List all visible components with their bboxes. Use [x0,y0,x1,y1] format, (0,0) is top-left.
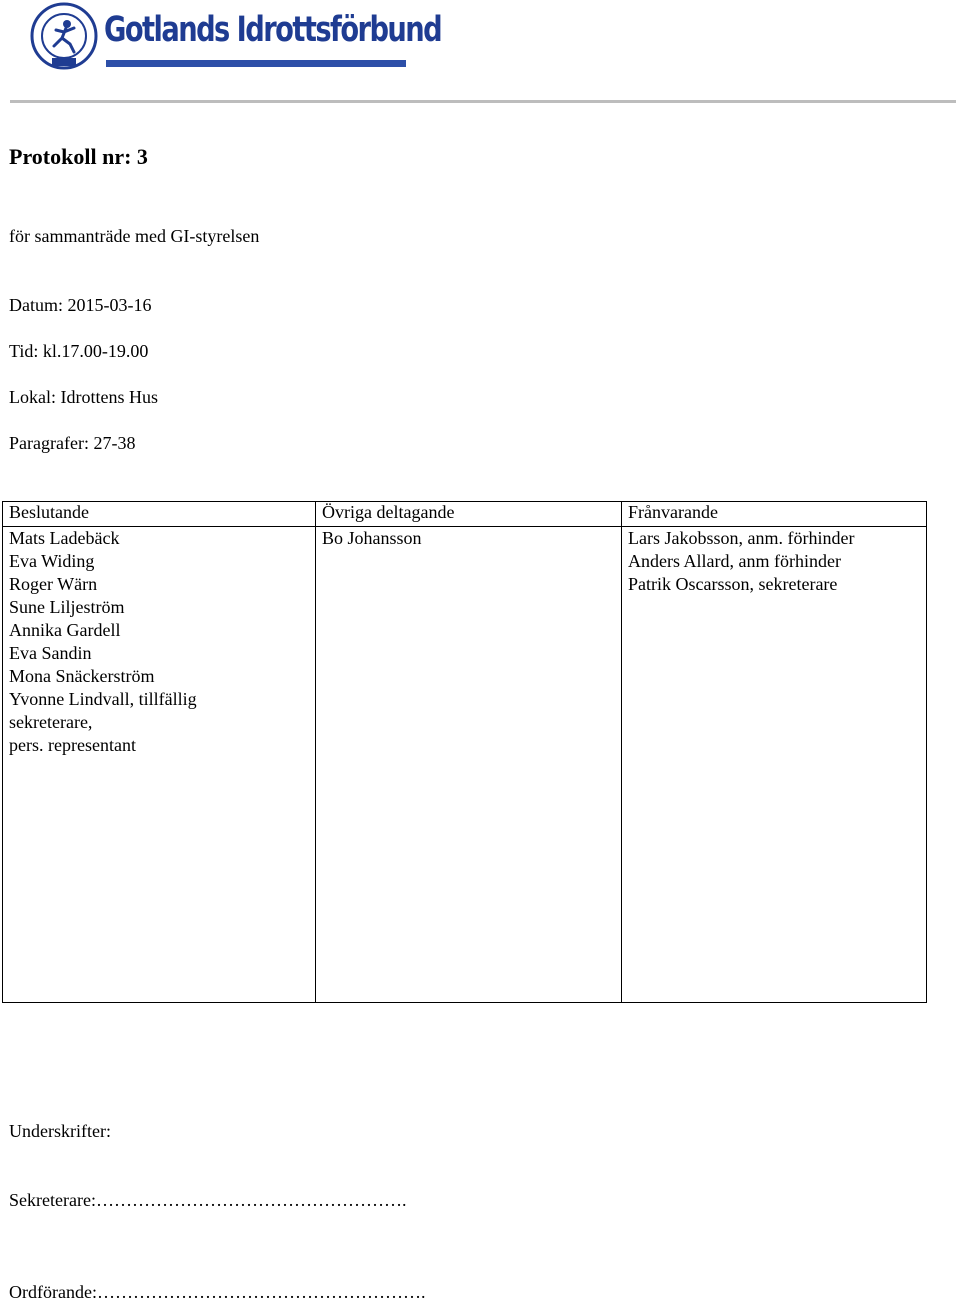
list-item: pers. representant [9,735,136,755]
header-franvarande: Frånvarande [622,502,927,527]
list-item: Lars Jakobsson, anm. förhinder [628,528,855,548]
ovriga-cell [316,527,622,1003]
signatures-heading: Underskrifter: [9,1121,111,1141]
header-ovriga: Övriga deltagande [316,502,622,527]
document-title: Protokoll nr: 3 [9,144,148,169]
beslutande-cell [3,527,316,1003]
list-item: sekreterare, [9,712,93,732]
meeting-location: Lokal: Idrottens Hus [9,387,158,407]
logo-wordmark: Gotlands Idrottsförbund [104,10,442,50]
header-beslutande: Beslutande [3,502,316,527]
table-row [3,527,927,1003]
logo-underline [106,60,406,67]
list-item: Yvonne Lindvall, tillfällig [9,689,197,709]
list-item: Eva Widing [9,551,95,571]
list-item: Mona Snäckerström [9,666,155,686]
list-item: Annika Gardell [9,620,121,640]
chairman-signature-line: Ordförande:………………………………………………. [9,1282,426,1302]
list-item: Patrik Oscarsson, sekreterare [628,574,838,594]
list-item: Sune Liljeström [9,597,125,617]
meeting-date: Datum: 2015-03-16 [9,295,152,315]
header-divider [10,100,956,103]
franvarande-cell [622,527,927,1003]
organization-logo [26,2,442,70]
meeting-time: Tid: kl.17.00-19.00 [9,341,149,361]
table-header-row [3,502,927,527]
list-item: Roger Wärn [9,574,98,594]
list-item: Bo Johansson [322,528,422,548]
list-item: Mats Ladebäck [9,528,120,548]
list-item: Anders Allard, anm förhinder [628,551,841,571]
list-item: Eva Sandin [9,643,92,663]
document-subtitle: för sammanträde med GI-styrelsen [9,226,260,246]
meeting-paragraphs: Paragrafer: 27-38 [9,433,136,453]
secretary-signature-line: Sekreterare:……………………………………………. [9,1190,407,1210]
participants-table [2,501,927,1003]
seal-emblem-icon [26,2,102,70]
